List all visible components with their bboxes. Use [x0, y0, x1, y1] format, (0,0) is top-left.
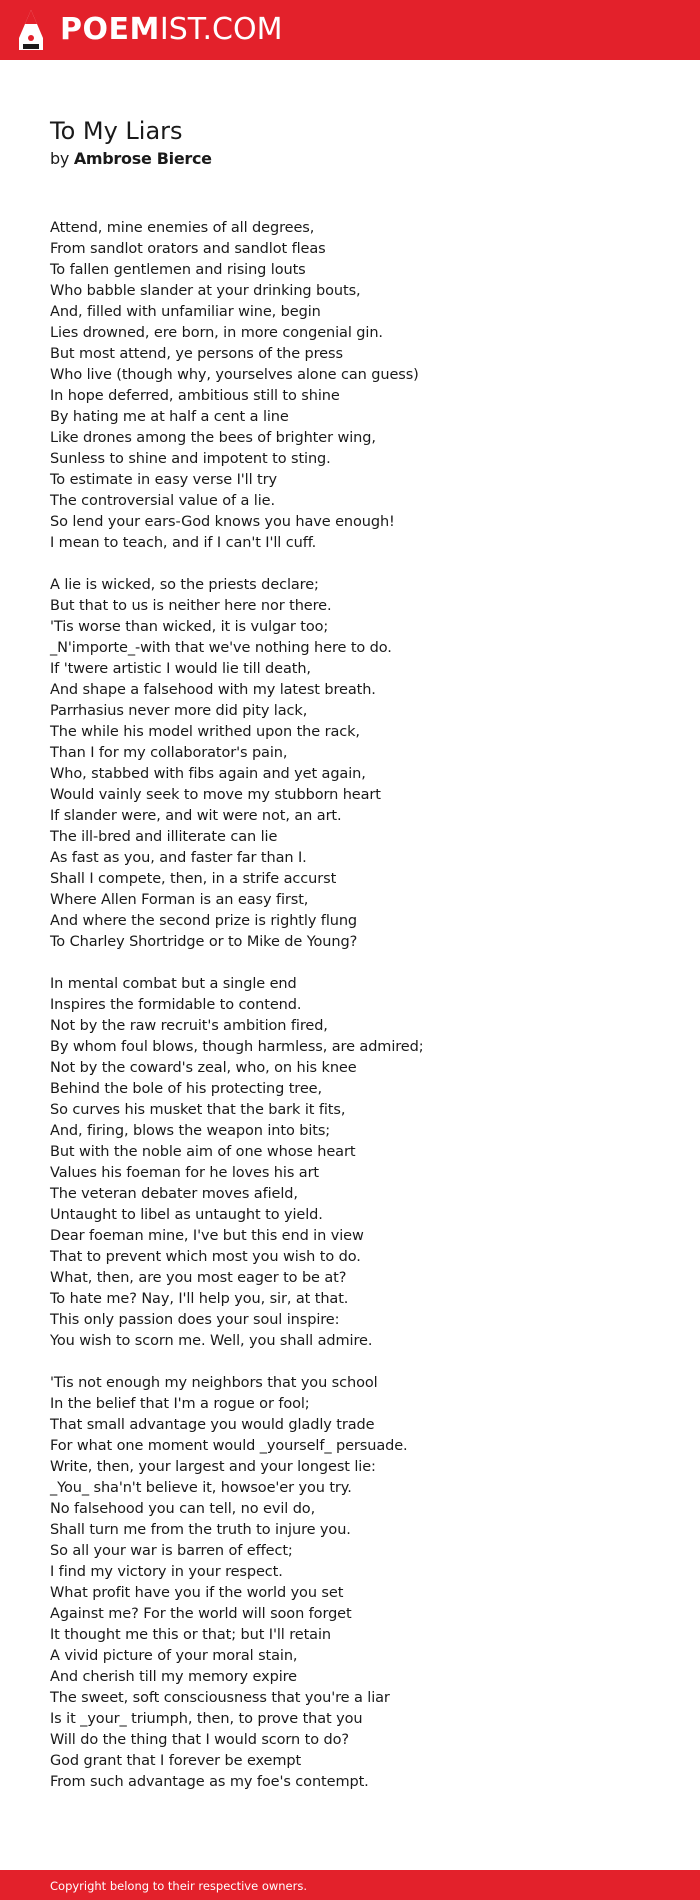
poem-line: To hate me? Nay, I'll help you, sir, at that. [50, 1291, 349, 1307]
poem-line: I mean to teach, and if I can't I'll cuff. [50, 535, 317, 551]
poem-line: From such advantage as my foe's contempt. [50, 1774, 369, 1790]
poem-line: Shall turn me from the truth to injure you. [50, 1522, 351, 1538]
poem-line: Who babble slander at your drinking bouts, [50, 283, 361, 299]
poem-line: That small advantage you would gladly trade [50, 1417, 375, 1433]
poem-line: You wish to scorn me. Well, you shall admire. [50, 1333, 373, 1349]
poem-line: God grant that I forever be exempt [50, 1753, 302, 1769]
poem-line: This only passion does your soul inspire: [50, 1312, 340, 1328]
poem-line: In the belief that I'm a rogue or fool; [50, 1396, 310, 1412]
poem-stanza [50, 1373, 670, 1793]
poem-line: Untaught to libel as untaught to yield. [50, 1207, 323, 1223]
poem-byline [50, 148, 670, 170]
poem-line: The ill-bred and illiterate can lie [50, 829, 278, 845]
poem-line: Parrhasius never more did pity lack, [50, 703, 308, 719]
poem-stanza [50, 218, 670, 554]
poem-line: Would vainly seek to move my stubborn heart [50, 787, 381, 803]
poem-line: No falsehood you can tell, no evil do, [50, 1501, 316, 1517]
poem-line: But that to us is neither here nor there. [50, 598, 332, 614]
site-logo[interactable] [60, 12, 282, 48]
poem-line: Not by the coward's zeal, who, on his knee [50, 1060, 357, 1076]
poem-line: Where Allen Forman is an easy first, [50, 892, 309, 908]
poem-line: In mental combat but a single end [50, 976, 297, 992]
poem-line: As fast as you, and faster far than I. [50, 850, 307, 866]
poem-author: Ambrose Bierce [73, 149, 212, 168]
poem-line: Attend, mine enemies of all degrees, [50, 220, 315, 236]
poem-line: So all your war is barren of effect; [50, 1543, 293, 1559]
poem-line: Lies drowned, ere born, in more congenial gin. [50, 325, 383, 341]
poem-line: And where the second prize is rightly flung [50, 913, 358, 929]
site-header [0, 0, 700, 60]
poem-line: Values his foeman for he loves his art [50, 1165, 320, 1181]
poem-line: Write, then, your largest and your longest lie: [50, 1459, 376, 1475]
poem-line: And, firing, blows the weapon into bits; [50, 1123, 331, 1139]
poem-line: By hating me at half a cent a line [50, 409, 289, 425]
poem-line: Will do the thing that I would scorn to do? [50, 1732, 349, 1748]
poem-line: If slander were, and wit were not, an art. [50, 808, 342, 824]
poem-line: _You_ sha'n't believe it, howsoe'er you try. [50, 1480, 352, 1496]
poem-line: To estimate in easy verse I'll try [50, 472, 277, 488]
poem-line: Who live (though why, yourselves alone can guess) [50, 367, 419, 383]
poem-line: Not by the raw recruit's ambition fired, [50, 1018, 328, 1034]
by-label: by [50, 149, 70, 168]
poem-line: To fallen gentlemen and rising louts [50, 262, 306, 278]
copyright-notice: Copyright belong to their respective owners. [50, 1879, 308, 1893]
poem-line: I find my victory in your respect. [50, 1564, 283, 1580]
poem-line: And, filled with unfamiliar wine, begin [50, 304, 321, 320]
poem-line: But most attend, ye persons of the press [50, 346, 343, 362]
poem-body [50, 218, 670, 1793]
poem-line: _N'importe_-with that we've nothing here to do. [50, 640, 392, 656]
poem-line: From sandlot orators and sandlot fleas [50, 241, 326, 257]
poem-line: Against me? For the world will soon forget [50, 1606, 352, 1622]
poem-title: To My Liars [50, 117, 183, 145]
pen-nib-icon[interactable] [16, 8, 46, 52]
logo-light-text: IST.COM [159, 12, 283, 47]
poem-line: In hope deferred, ambitious still to shine [50, 388, 340, 404]
poem-stanza [50, 575, 670, 953]
site-footer [0, 1870, 700, 1900]
poem-line: It thought me this or that; but I'll retain [50, 1627, 331, 1643]
poem-line: The while his model writhed upon the rack, [50, 724, 360, 740]
poem-line: That to prevent which most you wish to do. [50, 1249, 361, 1265]
poem-line: A lie is wicked, so the priests declare; [50, 577, 319, 593]
poem-line: The sweet, soft consciousness that you're a liar [50, 1690, 390, 1706]
poem-line: 'Tis not enough my neighbors that you school [50, 1375, 378, 1391]
poem-line: But with the noble aim of one whose heart [50, 1144, 356, 1160]
poem-line: So lend your ears-God knows you have enough! [50, 514, 395, 530]
poem-line: The veteran debater moves afield, [50, 1186, 298, 1202]
poem-line: What profit have you if the world you set [50, 1585, 344, 1601]
logo-bold-text: POEM [60, 12, 160, 47]
poem-line: Sunless to shine and impotent to sting. [50, 451, 331, 467]
poem-content [50, 114, 670, 1814]
poem-line: By whom foul blows, though harmless, are admired; [50, 1039, 424, 1055]
poem-line: And shape a falsehood with my latest breath. [50, 682, 376, 698]
poem-line: Than I for my collaborator's pain, [50, 745, 288, 761]
poem-line: A vivid picture of your moral stain, [50, 1648, 298, 1664]
poem-line: What, then, are you most eager to be at? [50, 1270, 347, 1286]
poem-line: If 'twere artistic I would lie till death, [50, 661, 311, 677]
poem-line: Inspires the formidable to contend. [50, 997, 302, 1013]
poem-line: Dear foeman mine, I've but this end in view [50, 1228, 364, 1244]
poem-line: And cherish till my memory expire [50, 1669, 297, 1685]
poem-line: Is it _your_ triumph, then, to prove that you [50, 1711, 363, 1727]
poem-line: Who, stabbed with fibs again and yet again, [50, 766, 366, 782]
poem-stanza [50, 974, 670, 1352]
poem-line: 'Tis worse than wicked, it is vulgar too; [50, 619, 329, 635]
poem-line: Behind the bole of his protecting tree, [50, 1081, 322, 1097]
poem-line: Shall I compete, then, in a strife accurst [50, 871, 337, 887]
poem-line: Like drones among the bees of brighter wing, [50, 430, 376, 446]
poem-line: The controversial value of a lie. [50, 493, 275, 509]
poem-line: To Charley Shortridge or to Mike de Young? [50, 934, 358, 950]
poem-line: For what one moment would _yourself_ persuade. [50, 1438, 408, 1454]
poem-line: So curves his musket that the bark it fits, [50, 1102, 346, 1118]
